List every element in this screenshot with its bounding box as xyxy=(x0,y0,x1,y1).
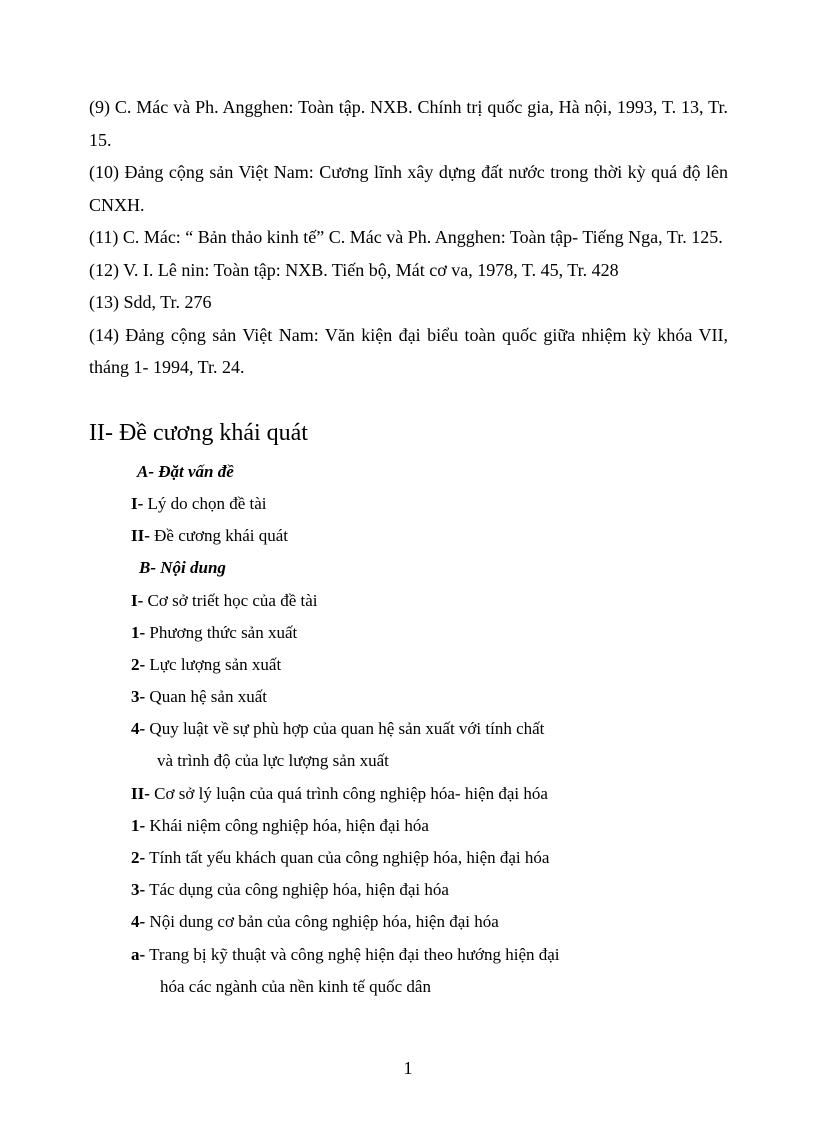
outline-marker: 4- xyxy=(131,719,146,738)
outline-marker: 4- xyxy=(131,912,146,931)
outline-text: Phương thức sản xuất xyxy=(149,623,298,642)
outline-marker: a- xyxy=(131,945,146,964)
outline-section-b: B- Nội dung xyxy=(139,558,226,577)
outline-text: Lực lượng sản xuất xyxy=(149,655,282,674)
outline-marker: II- xyxy=(131,784,150,803)
outline-item xyxy=(131,520,288,552)
section-heading: II- Đề cương khái quát xyxy=(89,420,308,446)
reference-item: (9) C. Mác và Ph. Angghen: Toàn tập. NXB. Chính trị quốc gia, Hà nội, 1993, T. 13, Tr. 15. xyxy=(89,97,728,150)
outline-item xyxy=(131,874,449,906)
outline-text: Nội dung cơ bản của công nghiệp hóa, hiện đại hóa xyxy=(149,912,499,931)
references-list xyxy=(89,91,728,384)
outline-item xyxy=(131,810,429,842)
outline-item xyxy=(131,585,318,617)
outline-section-a: A- Đặt vấn đề xyxy=(137,462,234,481)
reference-item: (13) Sdd, Tr. 276 xyxy=(89,292,212,312)
outline-text: Lý do chọn đề tài xyxy=(147,494,267,513)
reference-item: (12) V. I. Lê nin: Toàn tập: NXB. Tiến bộ, Mát cơ va, 1978, T. 45, Tr. 428 xyxy=(89,259,619,280)
outline-item xyxy=(131,842,549,874)
outline-marker: 3- xyxy=(131,880,146,899)
outline-item-continuation: hóa các ngành của nền kinh tế quốc dân xyxy=(160,977,431,996)
outline-text: Quan hệ sản xuất xyxy=(149,687,267,706)
outline-item xyxy=(131,906,499,938)
outline-marker: 1- xyxy=(131,623,146,642)
outline-item xyxy=(131,778,548,810)
outline-item-continuation: và trình độ của lực lượng sản xuất xyxy=(157,751,389,770)
outline-item xyxy=(131,681,267,713)
outline-text: Khái niệm công nghiệp hóa, hiện đại hóa xyxy=(149,816,429,835)
outline-marker: I- xyxy=(131,494,144,513)
outline-text: Trang bị kỹ thuật và công nghệ hiện đại theo hướng hiện đại xyxy=(149,945,560,964)
outline-item xyxy=(131,617,297,649)
reference-item: (14) Đảng cộng sản Việt Nam: Văn kiện đại biểu toàn quốc giữa nhiệm kỳ khóa VII, tháng 1- 1994, Tr. 24. xyxy=(89,324,728,377)
outline-text: Cơ sở lý luận của quá trình công nghiệp hóa- hiện đại hóa xyxy=(154,784,548,803)
outline-item xyxy=(131,939,560,971)
outline-item xyxy=(131,713,544,745)
outline-marker: 2- xyxy=(131,655,146,674)
outline-text: Quy luật về sự phù hợp của quan hệ sản xuất với tính chất xyxy=(149,719,545,738)
outline-text: Tính tất yếu khách quan của công nghiệp hóa, hiện đại hóa xyxy=(149,848,550,867)
reference-item: (11) C. Mác: “ Bản thảo kinh tế” C. Mác và Ph. Angghen: Toàn tập- Tiếng Nga, Tr. 125. xyxy=(89,227,723,247)
outline-item xyxy=(131,649,281,681)
outline-item xyxy=(131,488,267,520)
outline-text: Đề cương khái quát xyxy=(154,526,289,545)
outline-text: Cơ sở triết học của đề tài xyxy=(147,591,318,610)
page-number: 1 xyxy=(403,1058,413,1078)
outline-marker: II- xyxy=(131,526,150,545)
outline-marker: I- xyxy=(131,591,144,610)
outline-text: Tác dụng của công nghiệp hóa, hiện đại hóa xyxy=(149,880,449,899)
outline-marker: 2- xyxy=(131,848,146,867)
outline-marker: 1- xyxy=(131,816,146,835)
outline-marker: 3- xyxy=(131,687,146,706)
reference-item: (10) Đảng cộng sản Việt Nam: Cương lĩnh xây dựng đất nước trong thời kỳ quá độ lên CNXH. xyxy=(89,162,728,215)
